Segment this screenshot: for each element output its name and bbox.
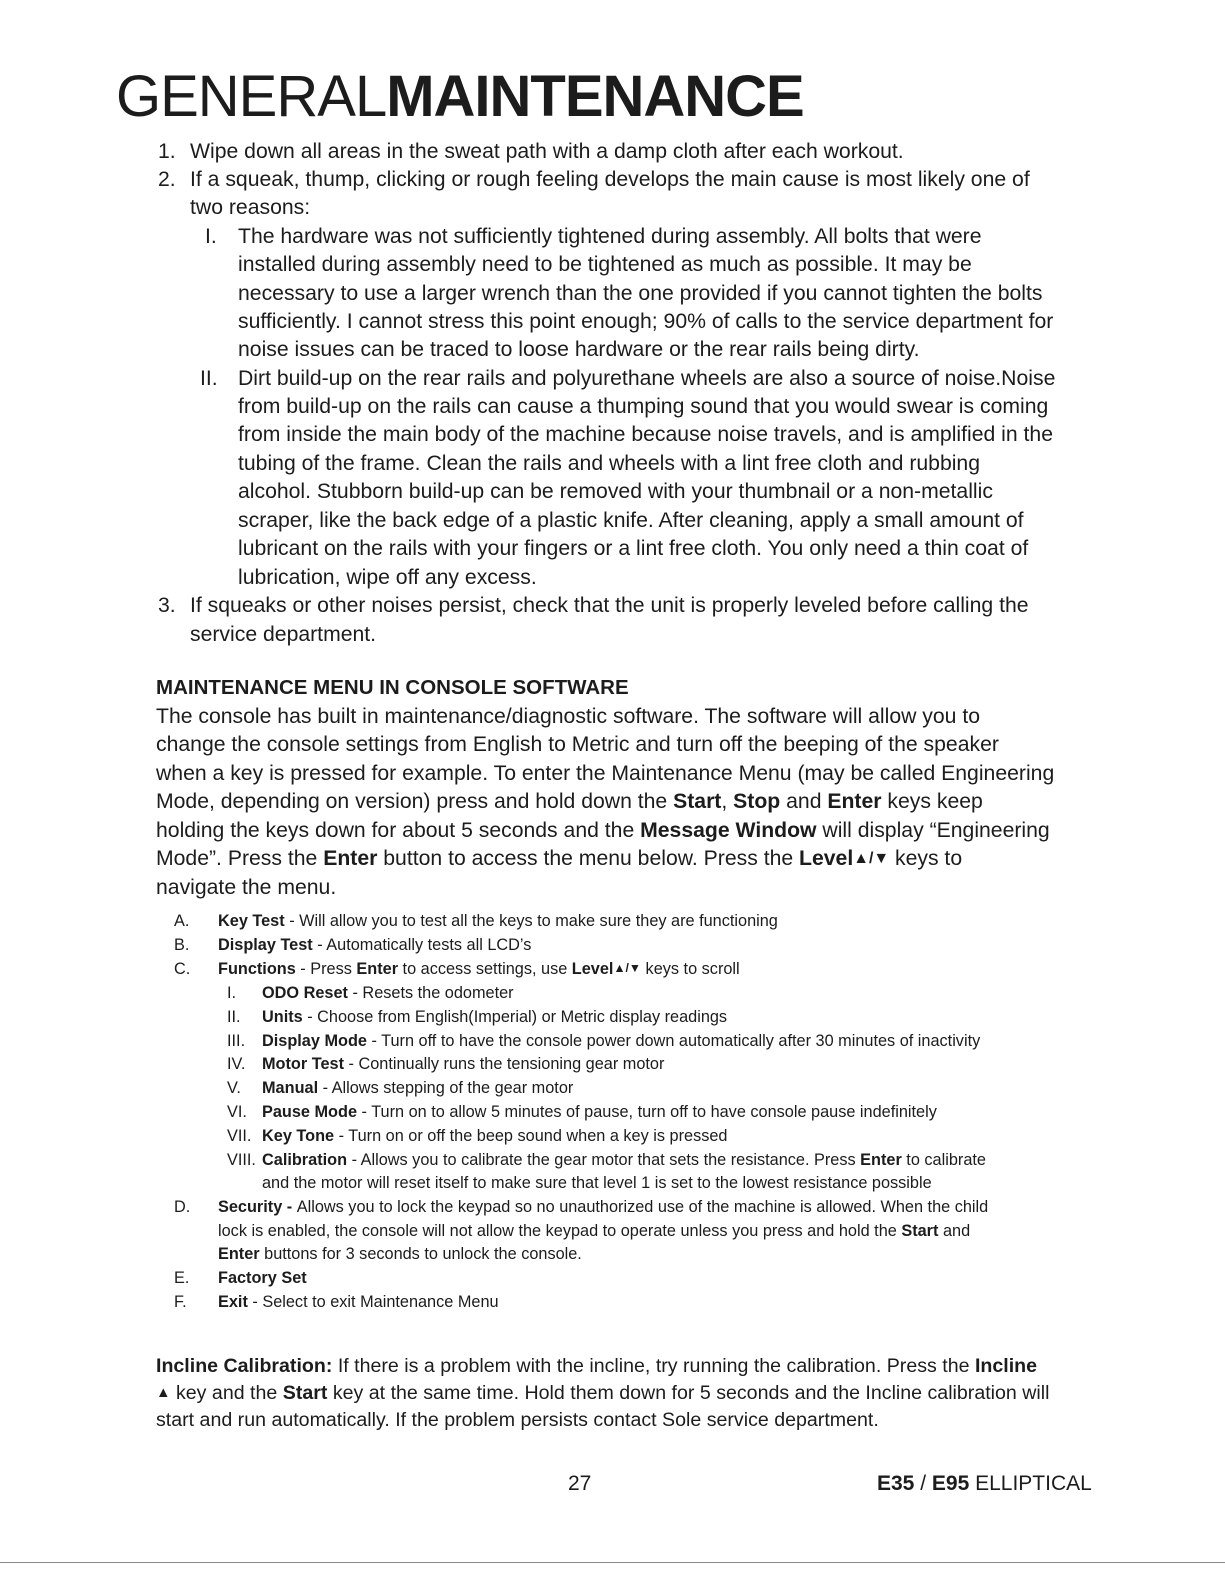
subitem-text: tubing of the frame. Clean the rails and wheels with a lint free cloth and rubbing [238, 452, 980, 475]
item-text: If squeaks or other noises persist, check that the unit is properly leveled before calling the [190, 594, 1029, 617]
model-e95: E95 [931, 1472, 970, 1495]
subitem-text: alcohol. Stubborn build-up can be removed with your thumbnail or a non-metallic [238, 480, 993, 503]
stop-key-label: Stop [733, 790, 781, 813]
menu-item-name: Exit [218, 1293, 248, 1311]
submenu-item [262, 1077, 573, 1100]
submenu-item [262, 1149, 986, 1172]
subitem-text: noise issues can be traced to loose hardware or the rear rails being dirty. [238, 338, 920, 361]
incline-label: Incline Calibration: [156, 1355, 333, 1377]
menu-item-desc: Allows you to lock the keypad so no unauthorized use of the machine is allowed. When the child [296, 1198, 989, 1216]
subitem-text: scraper, like the back edge of a plastic knife. After cleaning, apply a small amount of [238, 509, 1024, 532]
text: Mode”. Press the [156, 847, 324, 870]
enter-key-label: Enter [323, 847, 378, 870]
incline-key-label: Incline [974, 1355, 1038, 1377]
submenu-item [262, 1053, 664, 1076]
item-number: 3. [158, 594, 176, 617]
submenu-number: V. [227, 1079, 241, 1097]
menu-letter: D. [174, 1198, 191, 1216]
text: button to access the menu below. Press the [377, 847, 800, 870]
text: , [721, 790, 734, 813]
text: keys keep [881, 790, 983, 813]
subitem-text: Dirt build-up on the rear rails and polyurethane wheels are also a source of noise.Noise [238, 367, 1056, 390]
menu-letter: B. [174, 936, 190, 954]
product-type: ELLIPTICAL [969, 1472, 1092, 1495]
menu-item-desc: - Select to exit Maintenance Menu [247, 1293, 499, 1311]
submenu-item-name: ODO Reset [262, 984, 348, 1002]
text: holding the keys down for about 5 seconds and the [156, 819, 641, 842]
up-arrow-icon: ▲ [156, 1385, 171, 1401]
menu-letter: E. [174, 1269, 190, 1287]
submenu-item-desc: - Choose from English(Imperial) or Metric display readings [302, 1008, 728, 1026]
menu-item [218, 910, 778, 933]
menu-item [218, 1267, 307, 1290]
text: lock is enabled, the console will not allow the keypad to operate unless you press and hold the [218, 1222, 902, 1240]
item-text: two reasons: [190, 196, 311, 219]
menu-item [218, 958, 740, 982]
product-name [877, 1472, 1092, 1496]
menu-item-desc: - Automatically tests all LCD’s [312, 936, 532, 954]
menu-item [218, 1291, 499, 1314]
submenu-item-name: Display Mode [262, 1032, 367, 1050]
text: keys to scroll [641, 960, 740, 978]
submenu-item-name: Manual [262, 1079, 319, 1097]
submenu-item-desc: - Turn on to allow 5 minutes of pause, turn off to have console pause indefinitely [357, 1103, 937, 1121]
submenu-number: VI. [227, 1103, 247, 1121]
start-key-label: Start [673, 790, 722, 813]
menu-item-desc: - Will allow you to test all the keys to make sure they are functioning [284, 912, 778, 930]
submenu-number: IV. [227, 1055, 246, 1073]
separator: / [914, 1472, 932, 1495]
subitem-text: lubrication, wipe off any excess. [238, 566, 537, 589]
message-window-label: Message Window [640, 819, 817, 842]
submenu-item-desc: - Continually runs the tensioning gear motor [344, 1055, 665, 1073]
menu-item-continued [218, 1220, 970, 1243]
paragraph-line [156, 817, 1050, 845]
menu-item-name: Factory Set [218, 1269, 307, 1287]
submenu-item [262, 1030, 980, 1053]
paragraph-line: change the console settings from English to Metric and turn off the beeping of the speaker [156, 733, 999, 756]
incline-line [156, 1352, 1037, 1380]
submenu-item-continued: and the motor will reset itself to make sure that level 1 is set to the lowest resistance possible [262, 1174, 932, 1192]
paragraph-line: The console has built in maintenance/diagnostic software. The software will allow you to [156, 705, 981, 728]
submenu-item-name: Motor Test [262, 1055, 345, 1073]
subitem-text: lubricant on the rails with your fingers or a lint free cloth. You only need a thin coat of [238, 537, 1029, 560]
submenu-item-name: Calibration [262, 1151, 348, 1169]
enter-key-label: Enter [860, 1151, 902, 1169]
level-key-label: Level [799, 847, 854, 870]
subitem-number: II. [200, 367, 218, 390]
submenu-item-name: Key Tone [262, 1127, 335, 1145]
subitem-text: installed during assembly need to be tightened as much as possible. It may be [238, 253, 972, 276]
menu-letter: C. [174, 960, 191, 978]
item-text: If a squeak, thump, clicking or rough feeling develops the main cause is most likely one of [190, 168, 1030, 191]
subitem-text: from inside the main body of the machine because noise travels, and is amplified in the [238, 423, 1053, 446]
paragraph-line [156, 788, 983, 816]
start-key-label: Start [282, 1382, 328, 1404]
menu-letter: F. [174, 1293, 187, 1311]
incline-line: start and run automatically. If the problem persists contact Sole service department. [156, 1409, 879, 1431]
up-down-arrow-icon: ▲/▼ [853, 850, 890, 867]
submenu-item [262, 1125, 727, 1148]
submenu-item-desc: - Resets the odometer [347, 984, 514, 1002]
item-text: Wipe down all areas in the sweat path with a damp cloth after each workout. [190, 140, 904, 163]
paragraph-line: navigate the menu. [156, 876, 337, 899]
submenu-number: I. [227, 984, 237, 1002]
menu-item-name: Security - [218, 1198, 297, 1216]
text: key at the same time. Hold them down for 5 seconds and the Incline calibration will [327, 1382, 1050, 1404]
menu-item [218, 934, 531, 957]
page-title [116, 64, 804, 130]
text: Mode, depending on version) press and hold down the [156, 790, 674, 813]
submenu-item [262, 982, 514, 1005]
menu-item-name: Functions [218, 960, 296, 978]
submenu-item [262, 1101, 937, 1124]
text: key and the [170, 1382, 283, 1404]
title-light: GENERAL [116, 64, 387, 129]
level-key-label: Level [571, 960, 614, 978]
text: - Allows you to calibrate the gear motor that sets the resistance. Press [347, 1151, 861, 1169]
text: - Press [295, 960, 357, 978]
submenu-item-desc: - Allows stepping of the gear motor [318, 1079, 574, 1097]
paragraph-line [156, 845, 962, 875]
page-number: 27 [568, 1472, 592, 1495]
section-heading: MAINTENANCE MENU IN CONSOLE SOFTWARE [156, 676, 629, 699]
enter-key-label: Enter [356, 960, 399, 978]
menu-item [218, 1196, 988, 1219]
subitem-number: I. [205, 225, 217, 248]
submenu-number: II. [227, 1008, 241, 1026]
item-number: 1. [158, 140, 176, 163]
enter-key-label: Enter [827, 790, 882, 813]
text: will display “Engineering [816, 819, 1050, 842]
start-key-label: Start [901, 1222, 939, 1240]
submenu-item-desc: - Turn on or off the beep sound when a key is pressed [334, 1127, 728, 1145]
submenu-number: VII. [227, 1127, 252, 1145]
menu-item-name: Key Test [218, 912, 285, 930]
up-down-arrow-icon: ▲/▼ [613, 961, 642, 975]
text: to calibrate [901, 1151, 986, 1169]
subitem-text: from build-up on the rails can cause a thumping sound that you would swear is coming [238, 395, 1049, 418]
text: to access settings, use [398, 960, 572, 978]
menu-item-name: Display Test [218, 936, 313, 954]
scan-edge-line [0, 1562, 1225, 1563]
submenu-item [262, 1006, 727, 1029]
submenu-item-desc: - Turn off to have the console power down automatically after 30 minutes of inactivity [366, 1032, 981, 1050]
subitem-text: sufficiently. I cannot stress this point enough; 90% of calls to the service department for [238, 310, 1054, 333]
text: and [938, 1222, 971, 1240]
subitem-text: necessary to use a larger wrench than the one provided if you cannot tighten the bolts [238, 282, 1043, 305]
menu-item-continued [218, 1243, 582, 1266]
title-bold: MAINTENANCE [386, 64, 804, 129]
incline-line [156, 1379, 1049, 1409]
text: keys to [889, 847, 963, 870]
text: and [780, 790, 828, 813]
enter-key-label: Enter [218, 1245, 260, 1263]
text: If there is a problem with the incline, try running the calibration. Press the [332, 1355, 975, 1377]
submenu-item-name: Pause Mode [262, 1103, 358, 1121]
menu-letter: A. [174, 912, 190, 930]
submenu-item-name: Units [262, 1008, 303, 1026]
subitem-text: The hardware was not sufficiently tightened during assembly. All bolts that were [238, 225, 982, 248]
model-e35: E35 [877, 1472, 915, 1495]
submenu-number: VIII. [227, 1151, 256, 1169]
item-text: service department. [190, 623, 377, 646]
text: buttons for 3 seconds to unlock the console. [259, 1245, 582, 1263]
submenu-number: III. [227, 1032, 246, 1050]
item-number: 2. [158, 168, 176, 191]
paragraph-line: when a key is pressed for example. To enter the Maintenance Menu (may be called Engineering [156, 762, 1055, 785]
